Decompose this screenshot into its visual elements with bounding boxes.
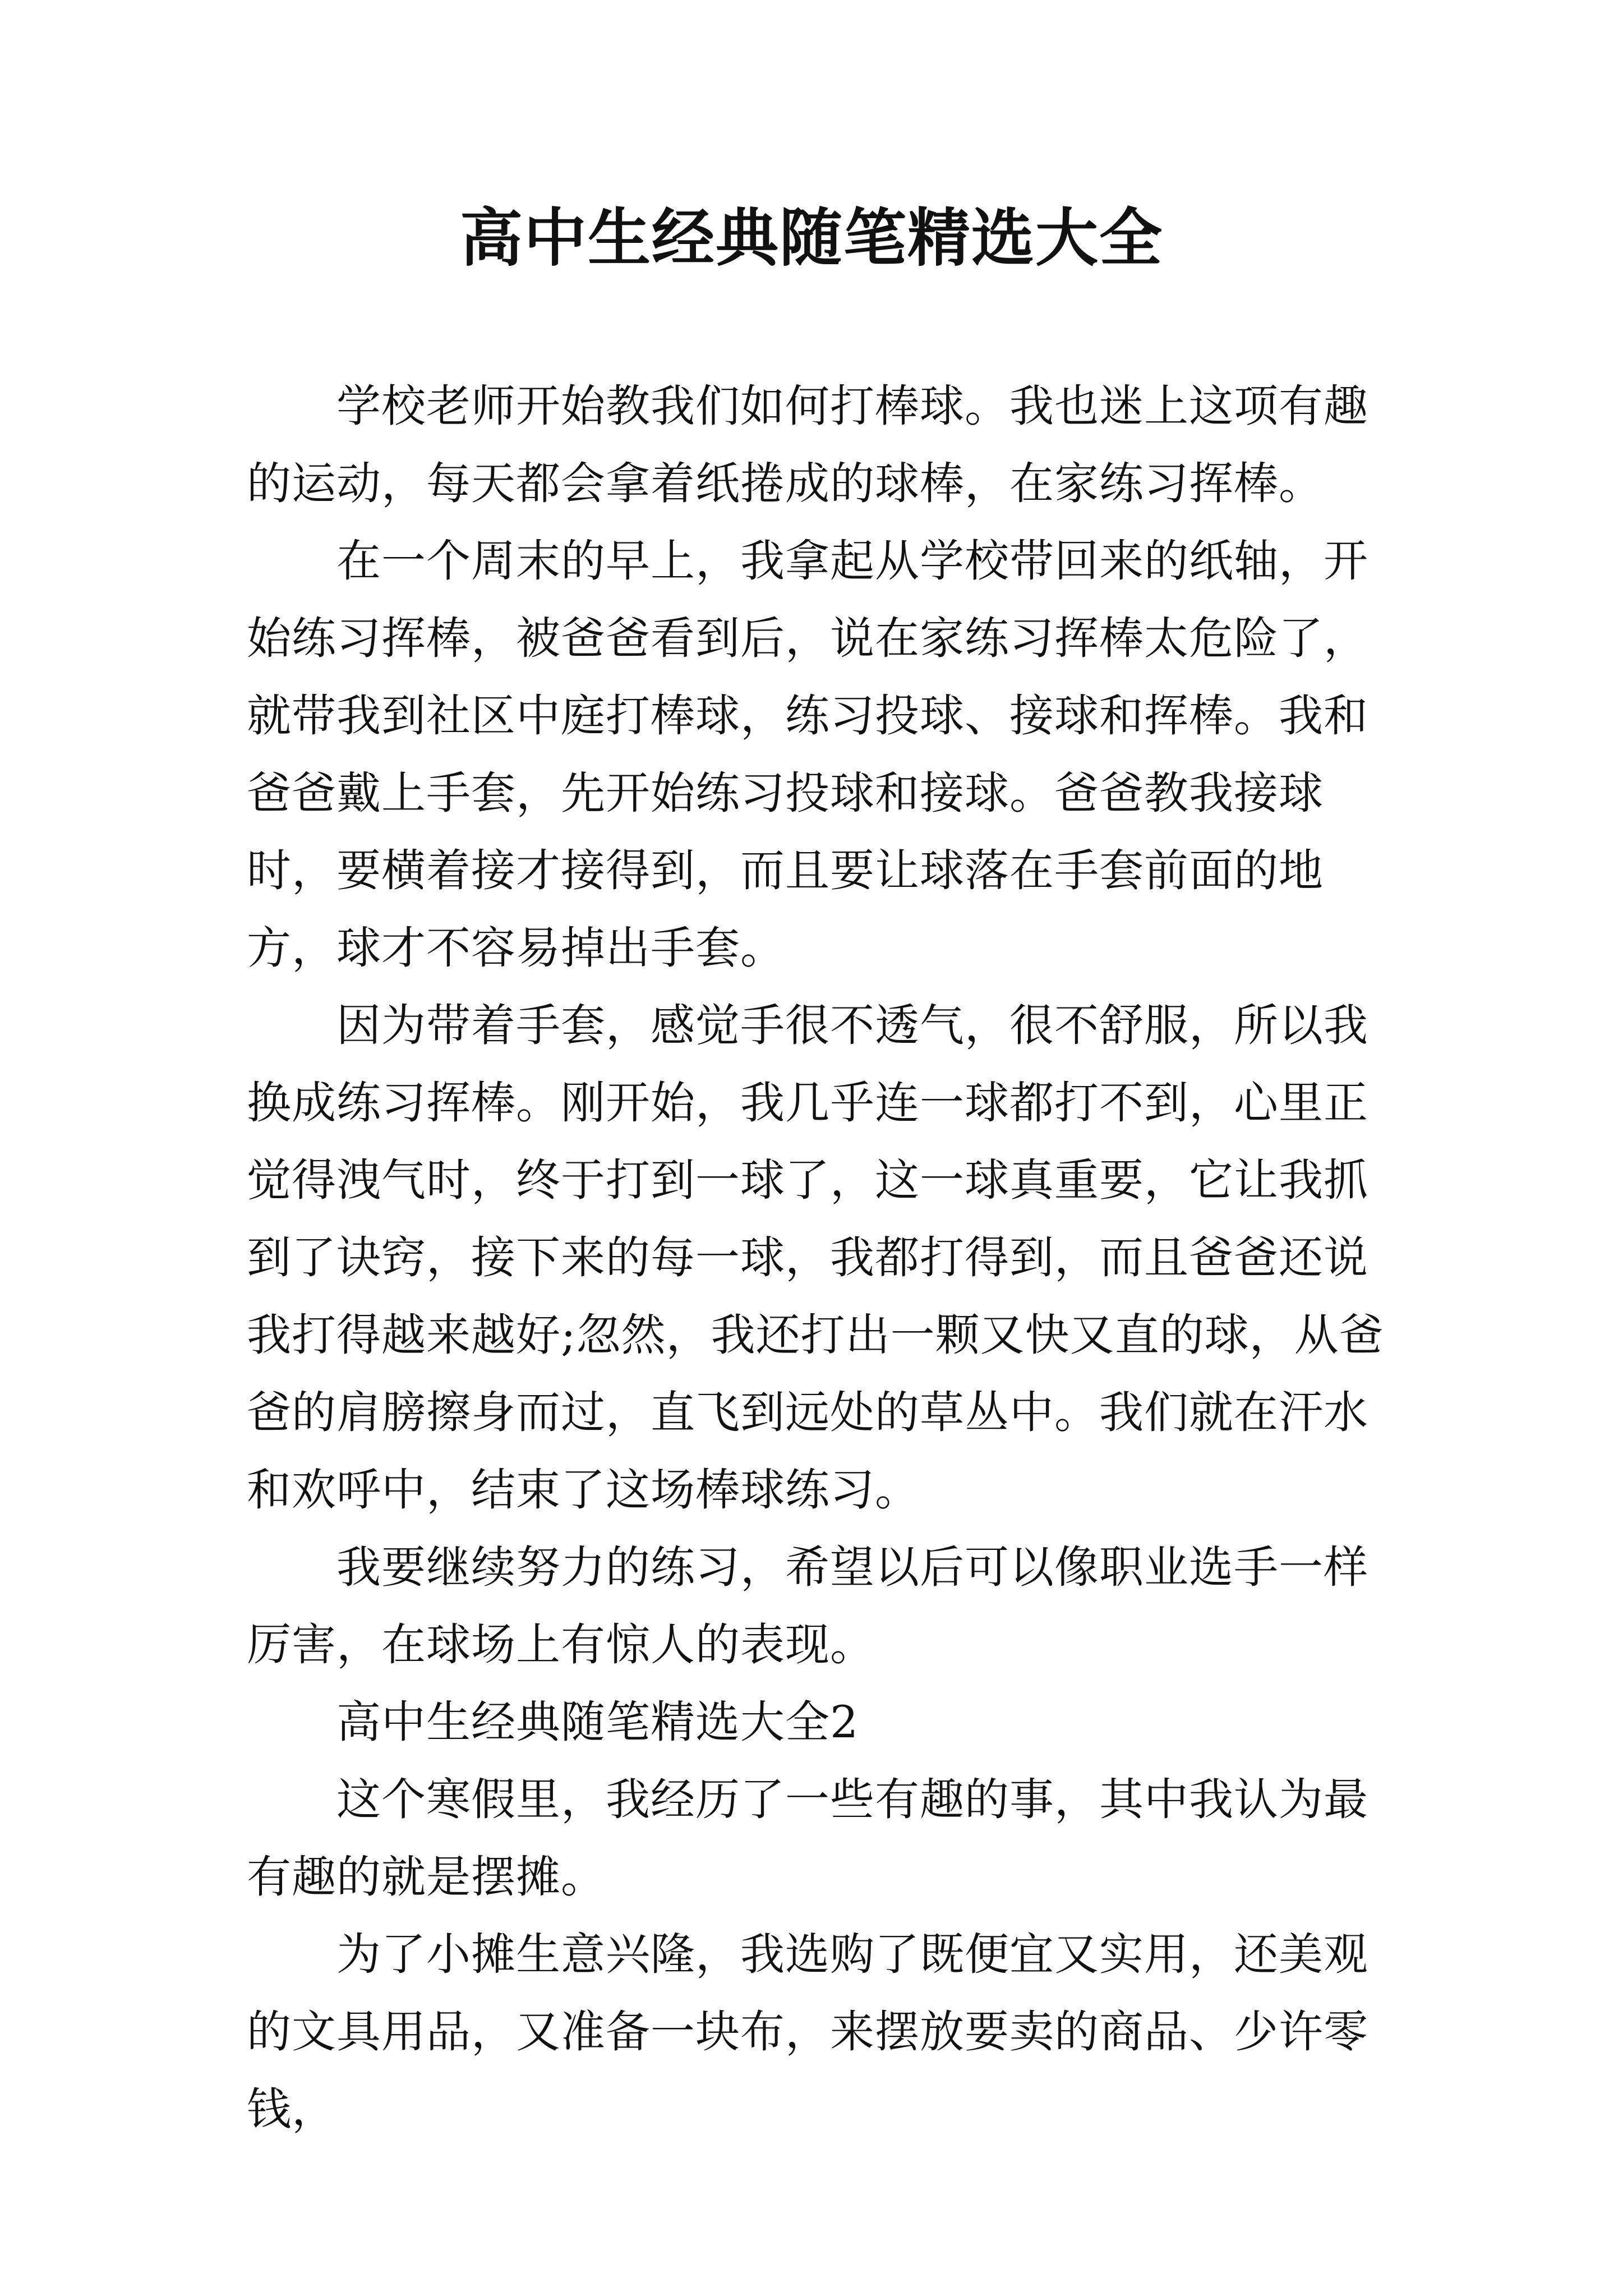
paragraph-4: 我要继续努力的练习，希望以后可以像职业选手一样厉害，在球场上有惊人的表现。 (247, 1542, 1368, 1671)
document-body (247, 367, 1391, 2148)
paragraph-5: 这个寒假里，我经历了一些有趣的事，其中我认为最有趣的就是摆摊。 (247, 1774, 1368, 1903)
section-heading-2: 高中生经典随笔精选大全2 (336, 1696, 859, 1748)
paragraph-6: 为了小摊生意兴隆，我选购了既便宜又实用，还美观的文具用品，又准备一块布，来摆放要卖的商品、少许零钱， (247, 1929, 1368, 2135)
paragraph-3: 因为带着手套，感觉手很不透气，很不舒服，所以我换成练习挥棒。刚开始，我几乎连一球都打不到，心里正觉得洩气时，终于打到一球了，这一球真重要，它让我抓到了诀窍，接下来的每一球，我都打得到，而且爸爸还说我打得越来越好;忽然，我还打出一颗又快又直的球，从爸爸的肩膀擦身而过，直飞到远处的草丛中。我们就在汗水和欢呼中，结束了这场棒球练习。 (247, 1000, 1384, 1516)
paragraph-1: 学校老师开始教我们如何打棒球。我也迷上这项有趣的运动，每天都会拿着纸捲成的球棒，在家练习挥棒。 (247, 380, 1368, 509)
document-title: 高中生经典随笔精选大全 (460, 201, 1163, 275)
paragraph-2: 在一个周末的早上，我拿起从学校带回来的纸轴，开始练习挥棒，被爸爸看到后，说在家练习挥棒太危险了，就带我到社区中庭打棒球，练习投球、接球和挥棒。我和爸爸戴上手套，先开始练习投球和接球。爸爸教我接球时，要横着接才接得到，而且要让球落在手套前面的地方，球才不容易掉出手套。 (247, 535, 1368, 974)
